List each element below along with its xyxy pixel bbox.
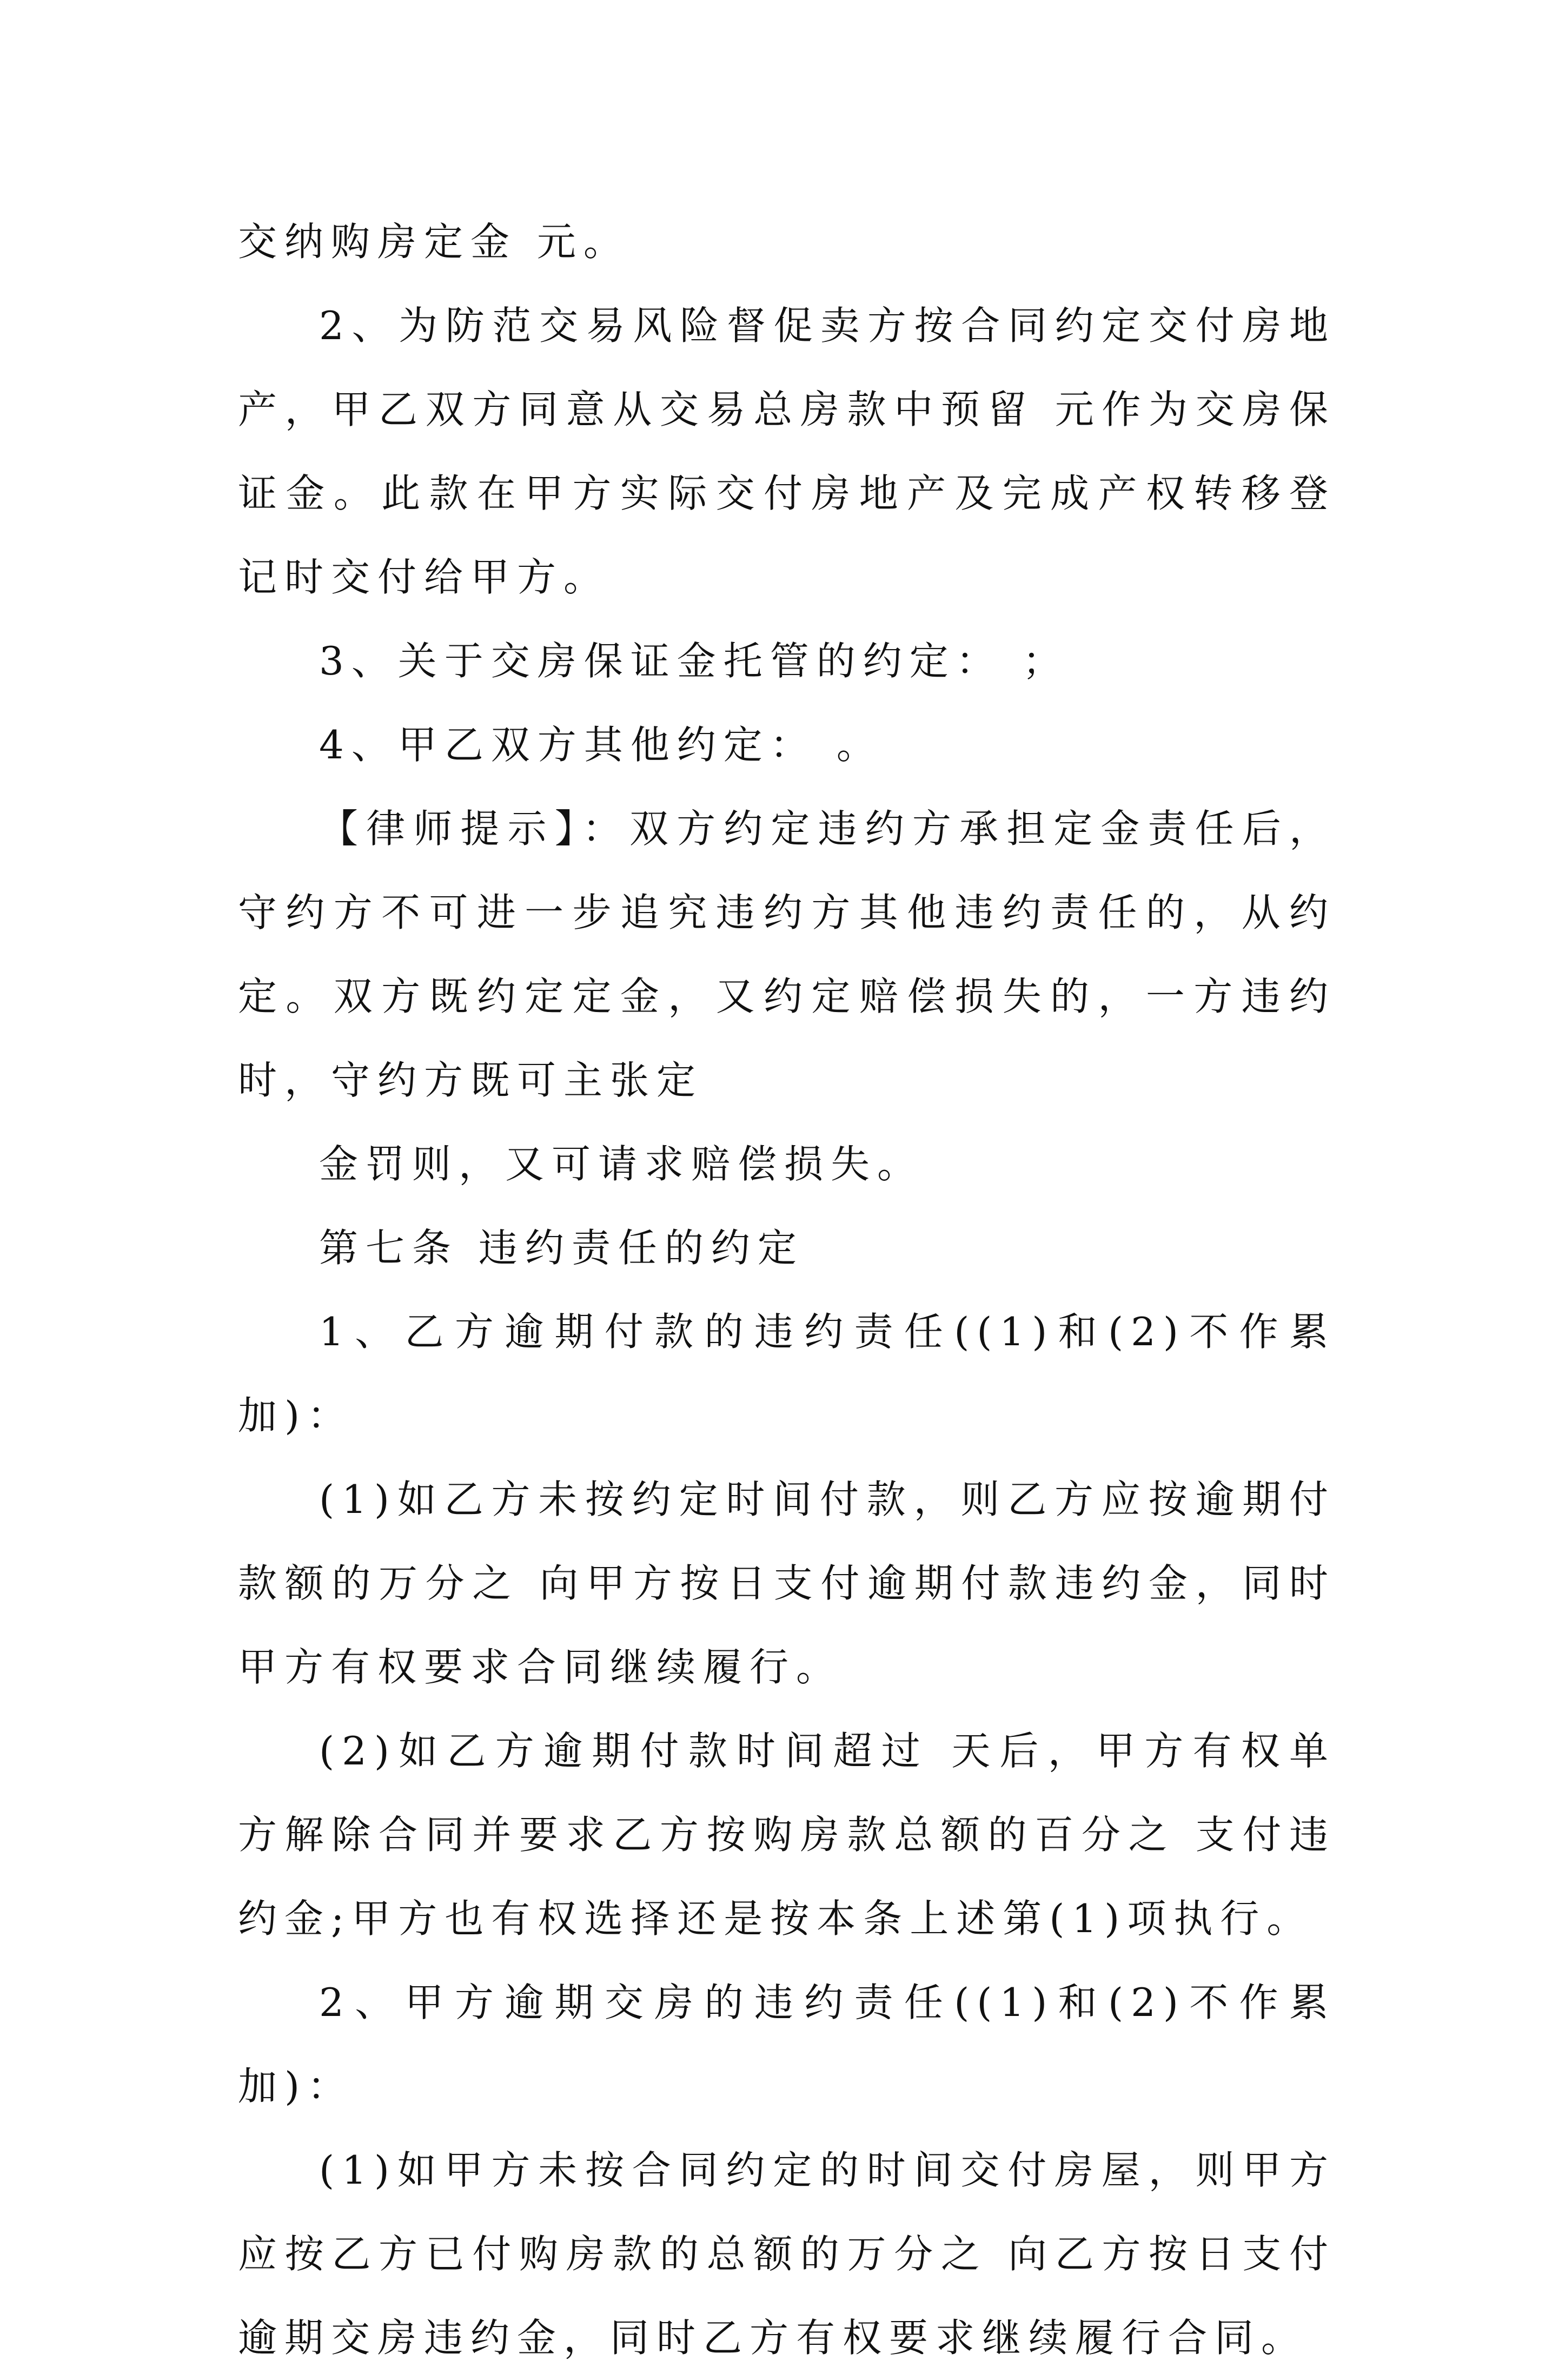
paragraph-4: 4、甲乙双方其他约定： 。 xyxy=(319,722,883,768)
article-heading: 第七条 违约责任的约定 xyxy=(319,1225,804,1271)
paragraph-6: 金罚则，又可请求赔偿损失。 xyxy=(319,1141,924,1187)
paragraph-9: (1)如乙方未按约定时间付款，则乙方应按逾期付款额的万分之 向甲方按日支付逾期付款违约金，同时甲方有权要求合同继续履行。 xyxy=(238,1477,1336,1690)
paragraph-8: 1、乙方逾期付款的违约责任((1)和(2)不作累加)： xyxy=(238,1309,1336,1438)
document-body xyxy=(238,200,1336,2380)
paragraph-12: (1)如甲方未按合同约定的时间交付房屋，则甲方应按乙方已付购房款的总额的万分之 向乙方按日支付逾期交房违约金，同时乙方有权要求继续履行合同。 xyxy=(238,2147,1336,2361)
paragraph-11: 2、甲方逾期交房的违约责任((1)和(2)不作累加)： xyxy=(238,1980,1336,2109)
paragraph-10: (2)如乙方逾期付款时间超过 天后，甲方有权单方解除合同并要求乙方按购房款总额的百分之 支付违约金;甲方也有权选择还是按本条上述第(1)项执行。 xyxy=(238,1728,1336,1941)
lawyer-tip-paragraph: 【律师提示】：双方约定违约方承担定金责任后，守约方不可进一步追究违约方其他违约责任的，从约定。双方既约定定金，又约定赔偿损失的，一方违约时，守约方既可主张定 xyxy=(238,806,1336,1103)
paragraph-2: 2、为防范交易风险督促卖方按合同约定交付房地产，甲乙双方同意从交易总房款中预留 元作为交房保证金。此款在甲方实际交付房地产及完成产权转移登记时交付给甲方。 xyxy=(238,303,1336,600)
paragraph-3: 3、关于交房保证金托管的约定： ； xyxy=(319,638,1069,684)
paragraph-1: 交纳购房定金 元。 xyxy=(238,219,630,265)
